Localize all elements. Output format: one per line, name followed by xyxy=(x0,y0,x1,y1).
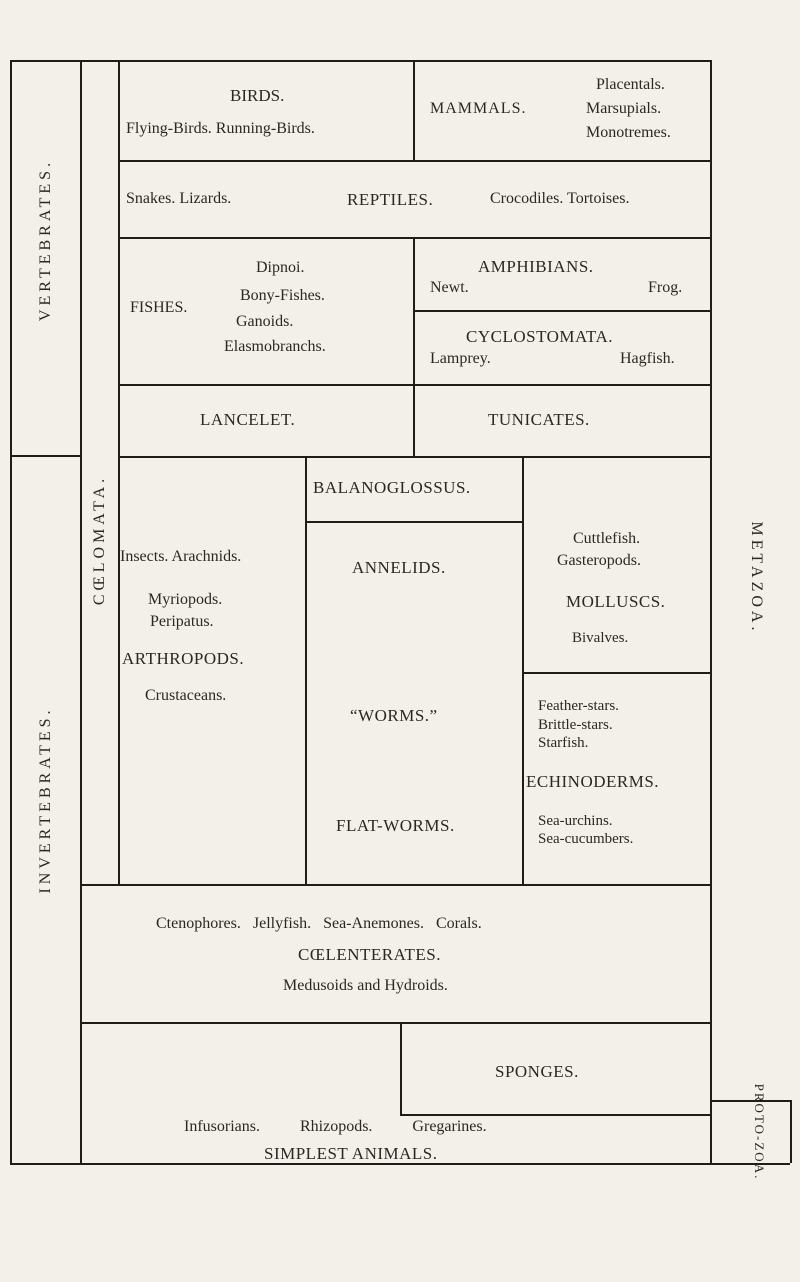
echinoderms-feather-stars: Feather-stars. xyxy=(538,698,619,714)
cyclostomata-title: CYCLOSTOMATA. xyxy=(466,327,613,346)
mammals-title: MAMMALS. xyxy=(430,100,527,117)
echinoderms-title: ECHINODERMS. xyxy=(526,772,660,791)
mammals-marsupials: Marsupials. xyxy=(586,100,662,117)
reptiles-left: Snakes. Lizards. xyxy=(126,190,232,207)
page: VERTEBRATES. INVERTEBRATES. CŒLOMATA. METAZOA. PROTO-ZOA. BIRDS. Flying-Birds. Running-Birds. MAMMALS. Placentals. Marsupials. Monotremes. Snakes. Lizards. REPTILES. Crocodiles. Tortoises. Dipnoi. FISHES. Bony-Fishes. Ganoids. Elasmobranchs. AMPHIBIANS. Newt. Frog. CYCLOSTOMATA. Lamprey. Hagfish. LANCELET. TUNICATES. Insects. Arachnids. Myriopods. Peripatus. ARTHROPODS. Crustaceans. BALANOGLOSSUS. ANNELIDS. “WORMS.” FLAT-WORMS. Cuttlefish. Gasteropods. MOLLUSCS. Bivalves. Feather-stars. Brittle-stars. Starfish. ECHINODERMS. Sea-urchins. Sea-cucumbers. Ctenophores. Jellyfish. Sea-Anemones. Corals. CŒLENTERATES. Medusoids and Hydroids. SPONGES. Infusorians. Rhizopods. Gregarines. SIMPLEST ANIMALS. xyxy=(0,0,800,1282)
annelids-label: ANNELIDS. xyxy=(352,558,446,577)
fishes-dipnoi: Dipnoi. xyxy=(256,259,305,276)
lancelet-label: LANCELET. xyxy=(200,410,296,429)
arthropods-myriopods: Myriopods. xyxy=(148,591,223,608)
birds-types: Flying-Birds. Running-Birds. xyxy=(126,120,315,137)
sponges-label: SPONGES. xyxy=(495,1062,579,1081)
arthropods-title: ARTHROPODS. xyxy=(122,649,245,668)
echinoderms-starfish: Starfish. xyxy=(538,735,589,751)
simplest-title: SIMPLEST ANIMALS. xyxy=(264,1144,438,1163)
birds-title: BIRDS. xyxy=(230,86,285,105)
molluscs-cuttlefish: Cuttlefish. xyxy=(573,530,641,547)
echinoderms-sea-urchins: Sea-urchins. xyxy=(538,813,613,829)
reptiles-title: REPTILES. xyxy=(347,190,434,209)
mammals-monotremes: Monotremes. xyxy=(586,124,671,141)
cyclostomata-lamprey: Lamprey. xyxy=(430,350,491,367)
amphibians-newt: Newt. xyxy=(430,279,469,296)
echinoderms-brittle-stars: Brittle-stars. xyxy=(538,717,613,733)
fishes-bony: Bony-Fishes. xyxy=(240,287,325,304)
reptiles-right: Crocodiles. Tortoises. xyxy=(490,190,630,207)
arthropods-crustaceans: Crustaceans. xyxy=(145,687,227,704)
molluscs-title: MOLLUSCS. xyxy=(566,592,666,611)
fishes-ganoids: Ganoids. xyxy=(236,313,294,330)
coelenterates-title: CŒLENTERATES. xyxy=(298,945,441,964)
coelenterates-types: Ctenophores. Jellyfish. Sea-Anemones. Corals. xyxy=(156,915,482,932)
arthropods-peripatus: Peripatus. xyxy=(150,613,214,630)
coelenterates-sub: Medusoids and Hydroids. xyxy=(283,977,448,994)
flatworms-label: FLAT-WORMS. xyxy=(336,816,455,835)
arthropods-insects-arachnids: Insects. Arachnids. xyxy=(120,548,242,565)
molluscs-gasteropods: Gasteropods. xyxy=(557,552,641,569)
amphibians-frog: Frog. xyxy=(648,279,683,296)
echinoderms-sea-cucumbers: Sea-cucumbers. xyxy=(538,831,634,847)
fishes-elasmobranchs: Elasmobranchs. xyxy=(224,338,326,355)
worms-label: “WORMS.” xyxy=(350,706,438,725)
simplest-types: Infusorians. Rhizopods. Gregarines. xyxy=(184,1118,487,1135)
cyclostomata-hagfish: Hagfish. xyxy=(620,350,675,367)
amphibians-title: AMPHIBIANS. xyxy=(478,257,594,276)
molluscs-bivalves: Bivalves. xyxy=(572,630,629,646)
tunicates-label: TUNICATES. xyxy=(488,410,590,429)
fishes-title: FISHES. xyxy=(130,299,188,316)
balanoglossus-label: BALANOGLOSSUS. xyxy=(313,478,471,497)
mammals-placentals: Placentals. xyxy=(596,76,665,93)
